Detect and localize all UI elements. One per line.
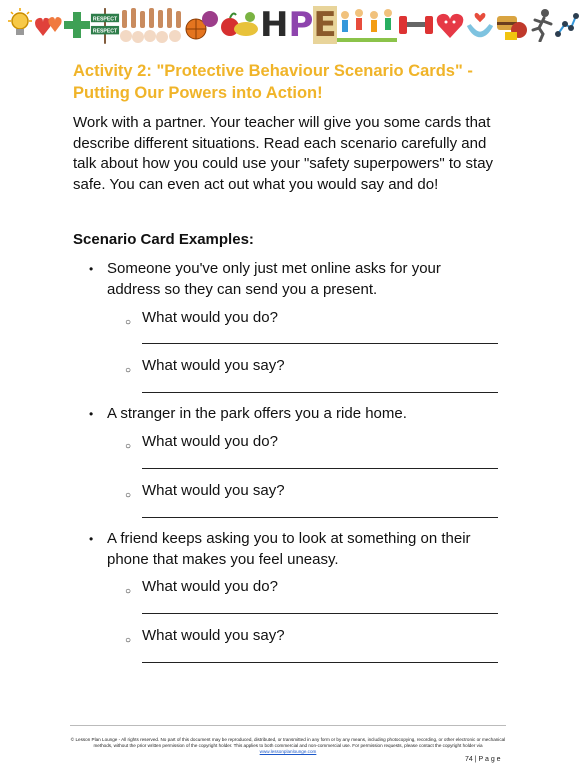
answer-line[interactable] <box>142 468 498 469</box>
question-text: What would you say? <box>142 357 285 374</box>
healthy-food-icon <box>220 6 260 44</box>
plus-sign-icon <box>64 6 90 44</box>
question-text: What would you do? <box>142 578 278 595</box>
running-person-icon <box>529 6 555 44</box>
circle-bullet-icon: ○ <box>125 490 132 501</box>
caring-hands-icon <box>465 6 495 44</box>
circle-bullet-icon: ○ <box>125 441 132 452</box>
question-text: What would you say? <box>142 627 285 644</box>
website-link[interactable]: www.lessonplanlounge.com <box>259 749 317 754</box>
banner-letter-e: E <box>313 5 337 45</box>
page-number: 74 | P a g e <box>465 756 501 763</box>
sign-text-bottom: RESPECT <box>92 28 118 35</box>
copyright-footer <box>70 737 506 755</box>
respect-signpost-icon <box>90 6 120 44</box>
scenario-item <box>89 404 489 425</box>
bullet-dot: • <box>89 407 94 421</box>
circle-bullet-icon: ○ <box>125 317 132 328</box>
circle-bullet-icon: ○ <box>125 586 132 597</box>
scenario-item <box>89 529 489 571</box>
question-text: What would you do? <box>142 309 278 326</box>
sign-text-top: RESPECT <box>92 16 118 23</box>
question-text: What would you do? <box>142 433 278 450</box>
copyright-text: © Lesson Plan Lounge - All rights reserved. No part of this document may be reproduced, distributed, or transmitted in any form or by any means, including photocopying, recording, or other electronic or mechanical methods, without the prior written permission of the copyright holder. This applies to both commercial and non-commercial use. For permission requests, please contact the copyright holder via <box>70 737 506 748</box>
footer-divider <box>70 725 506 726</box>
bullet-dot: • <box>89 532 94 546</box>
raised-hands-icon <box>120 6 184 44</box>
scenario-text: A stranger in the park offers you a ride home. <box>107 405 407 422</box>
lightbulb-icon <box>6 6 34 44</box>
answer-line[interactable] <box>142 517 498 518</box>
circle-bullet-icon: ○ <box>125 635 132 646</box>
hand-weight-icon <box>397 6 435 44</box>
junk-food-icon <box>495 6 529 44</box>
sports-balls-icon <box>184 6 220 44</box>
answer-line[interactable] <box>142 613 498 614</box>
scenario-text: Someone you've only just met online asks for your address so they can send you a present. <box>107 260 441 298</box>
circle-bullet-icon: ○ <box>125 365 132 376</box>
header-banner <box>0 2 582 48</box>
banner-letter-p: P <box>288 5 314 45</box>
scenario-text: A friend keeps asking you to look at something on their phone that makes you feel uneasy. <box>107 530 471 568</box>
scenario-item <box>89 259 489 301</box>
graph-nodes-icon <box>555 6 579 44</box>
heart-character-icon <box>435 6 465 44</box>
answer-line[interactable] <box>142 662 498 663</box>
children-playing-icon <box>337 6 397 44</box>
answer-line[interactable] <box>142 392 498 393</box>
banner-letter-h: H <box>260 5 289 45</box>
intro-paragraph: Work with a partner. Your teacher will give you some cards that describe different situations. Read each scenario carefully and talk about how you could use your "safety superpowers" to stay safe. You can even act out what you would say and do! <box>73 114 494 193</box>
activity-heading: Activity 2: "Protective Behaviour Scenario Cards" - Putting Our Powers into Action! <box>73 62 473 102</box>
answer-line[interactable] <box>142 343 498 344</box>
hearts-icon <box>34 6 64 44</box>
scenario-examples-heading: Scenario Card Examples: <box>73 231 254 248</box>
question-text: What would you say? <box>142 482 285 499</box>
bullet-dot: • <box>89 262 94 276</box>
